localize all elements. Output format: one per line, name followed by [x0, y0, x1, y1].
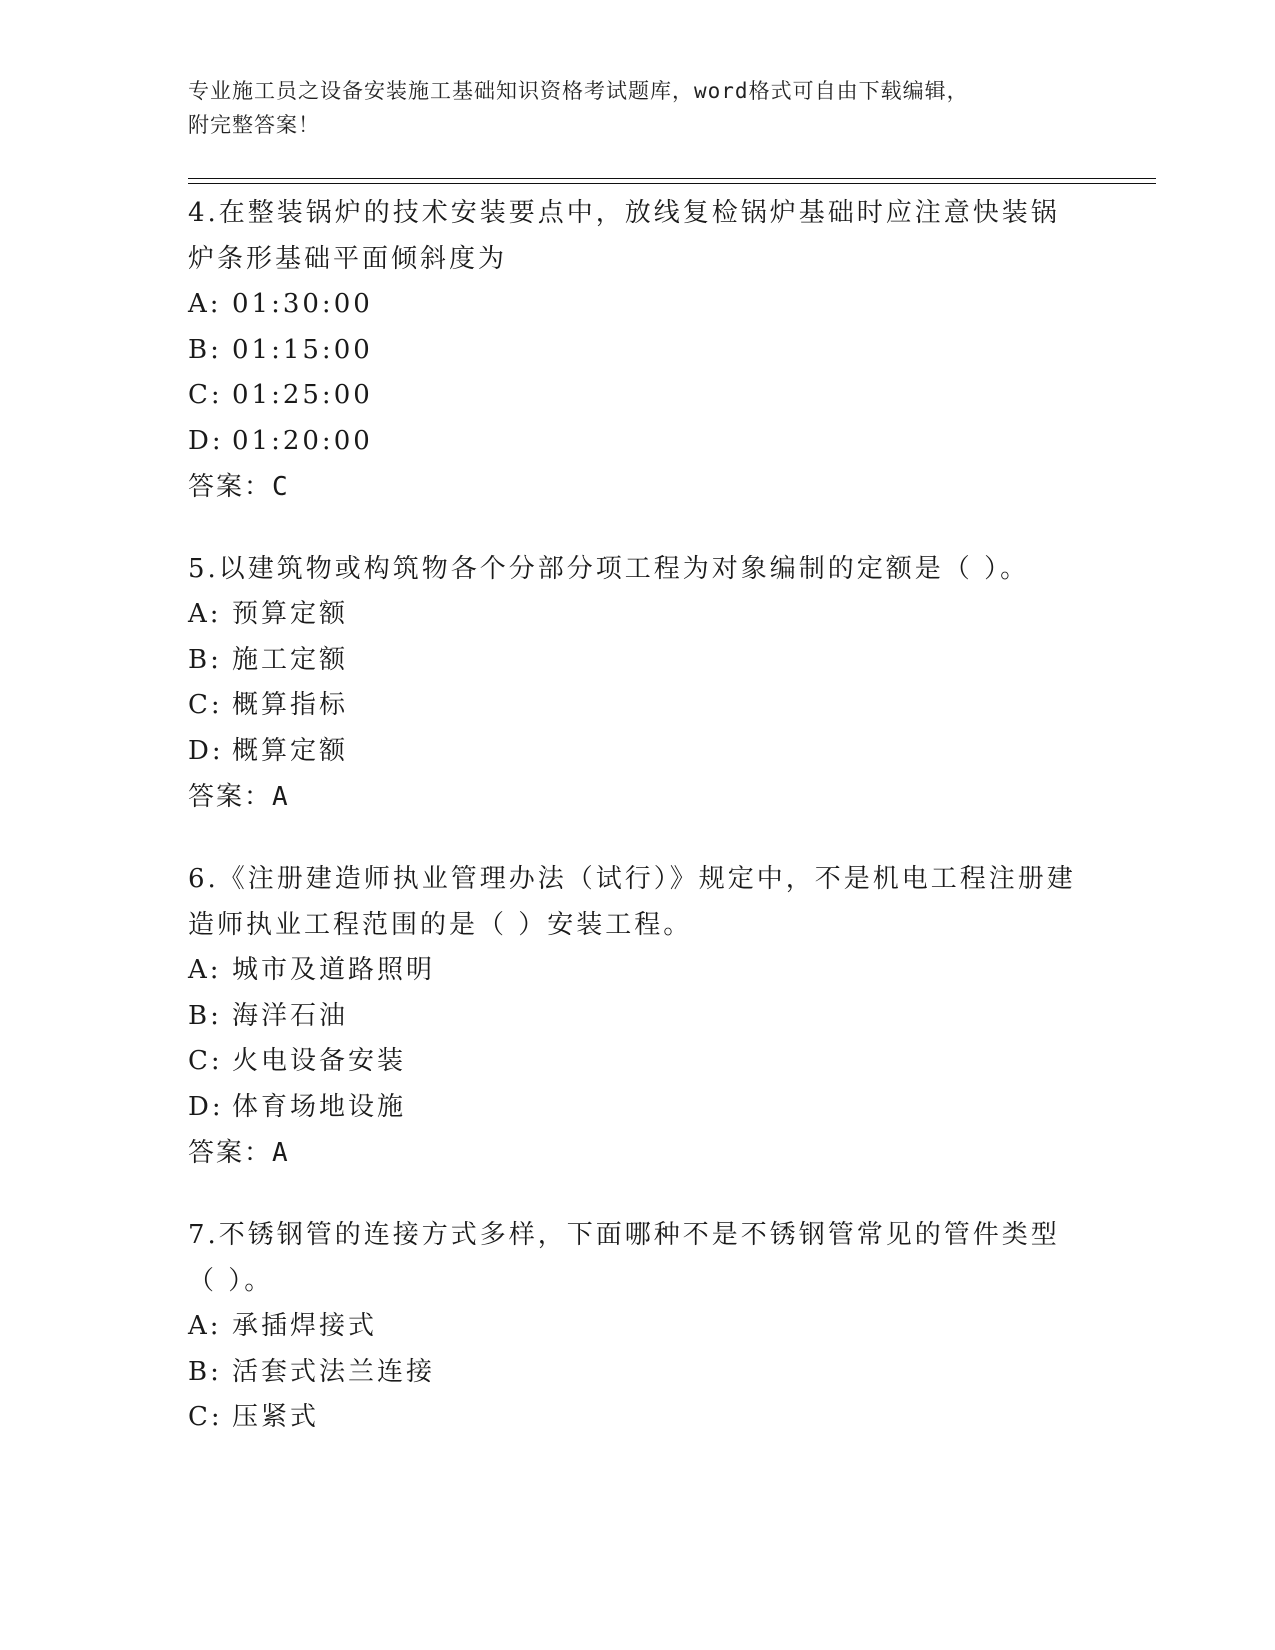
option-a — [188, 592, 1088, 638]
option-key: D: — [188, 735, 224, 766]
answer-label: 答案： — [188, 782, 273, 812]
option-key: B: — [188, 644, 222, 675]
option-d — [188, 1085, 1088, 1131]
option-text: 施工定额 — [232, 644, 349, 675]
answer-label: 答案： — [188, 1138, 273, 1168]
option-a — [188, 282, 1088, 328]
option-text: 01:25:00 — [232, 380, 373, 410]
header-divider-bottom — [188, 183, 1156, 184]
option-key: C: — [188, 1046, 223, 1076]
option-key: A: — [188, 1311, 222, 1341]
answer-value: A — [272, 1138, 288, 1168]
option-key: C: — [188, 690, 223, 720]
question-6 — [188, 856, 1088, 1176]
option-key: B: — [188, 1356, 222, 1387]
option-c — [188, 683, 1088, 729]
option-key: C: — [188, 380, 223, 410]
question-stem: 5.以建筑物或构筑物各个分部分项工程为对象编制的定额是（ ）。 — [188, 554, 1030, 584]
option-text: 01:15:00 — [232, 334, 373, 365]
option-text: 概算定额 — [232, 735, 349, 766]
answer-value: A — [272, 782, 288, 812]
option-text: 预算定额 — [232, 599, 349, 629]
option-key: B: — [188, 334, 222, 365]
question-stem: 4.在整装锅炉的技术安装要点中，放线复检锅炉基础时应注意快装锅炉条形基础平面倾斜度为 — [188, 198, 1060, 274]
option-a — [188, 1304, 1088, 1350]
option-key: A: — [188, 289, 222, 319]
question-7 — [188, 1212, 1088, 1441]
option-text: 活套式法兰连接 — [232, 1356, 436, 1387]
option-c — [188, 1395, 1088, 1441]
option-c — [188, 1039, 1088, 1085]
option-text: 01:30:00 — [232, 289, 373, 319]
option-text: 压紧式 — [232, 1402, 320, 1432]
header-line-1: 专业施工员之设备安装施工基础知识资格考试题库，word格式可自由下载编辑， — [188, 79, 969, 103]
answer-value: C — [272, 472, 288, 502]
option-key: B: — [188, 1000, 222, 1031]
option-d — [188, 729, 1088, 775]
answer-line — [188, 1130, 1088, 1176]
answer-label: 答案： — [188, 472, 273, 502]
option-c — [188, 373, 1088, 419]
option-text: 海洋石油 — [232, 1000, 349, 1031]
answer-line — [188, 774, 1088, 820]
header-divider-top — [188, 178, 1156, 179]
option-b — [188, 994, 1088, 1040]
question-4 — [188, 190, 1088, 510]
option-d — [188, 419, 1088, 465]
answer-line — [188, 464, 1088, 510]
option-key: D: — [188, 425, 224, 456]
option-text: 概算指标 — [232, 690, 349, 720]
option-a — [188, 948, 1088, 994]
document-header — [188, 74, 1068, 142]
option-b — [188, 328, 1088, 374]
header-line-2: 附完整答案！ — [188, 113, 320, 137]
question-list — [188, 190, 1088, 1477]
option-key: A: — [188, 599, 222, 629]
option-text: 01:20:00 — [232, 425, 373, 456]
option-text: 城市及道路照明 — [232, 955, 436, 985]
option-text: 火电设备安装 — [232, 1046, 407, 1076]
option-key: C: — [188, 1402, 223, 1432]
option-key: A: — [188, 955, 222, 985]
question-stem: 7.不锈钢管的连接方式多样，下面哪种不是不锈钢管常见的管件类型（ ）。 — [188, 1220, 1060, 1296]
option-text: 体育场地设施 — [232, 1091, 407, 1122]
option-b — [188, 638, 1088, 684]
question-5 — [188, 546, 1088, 820]
question-stem: 6.《注册建造师执业管理办法（试行）》规定中，不是机电工程注册建造师执业工程范围的是（ ）安装工程。 — [188, 864, 1076, 940]
option-b — [188, 1350, 1088, 1396]
option-text: 承插焊接式 — [232, 1311, 378, 1341]
option-key: D: — [188, 1091, 224, 1122]
